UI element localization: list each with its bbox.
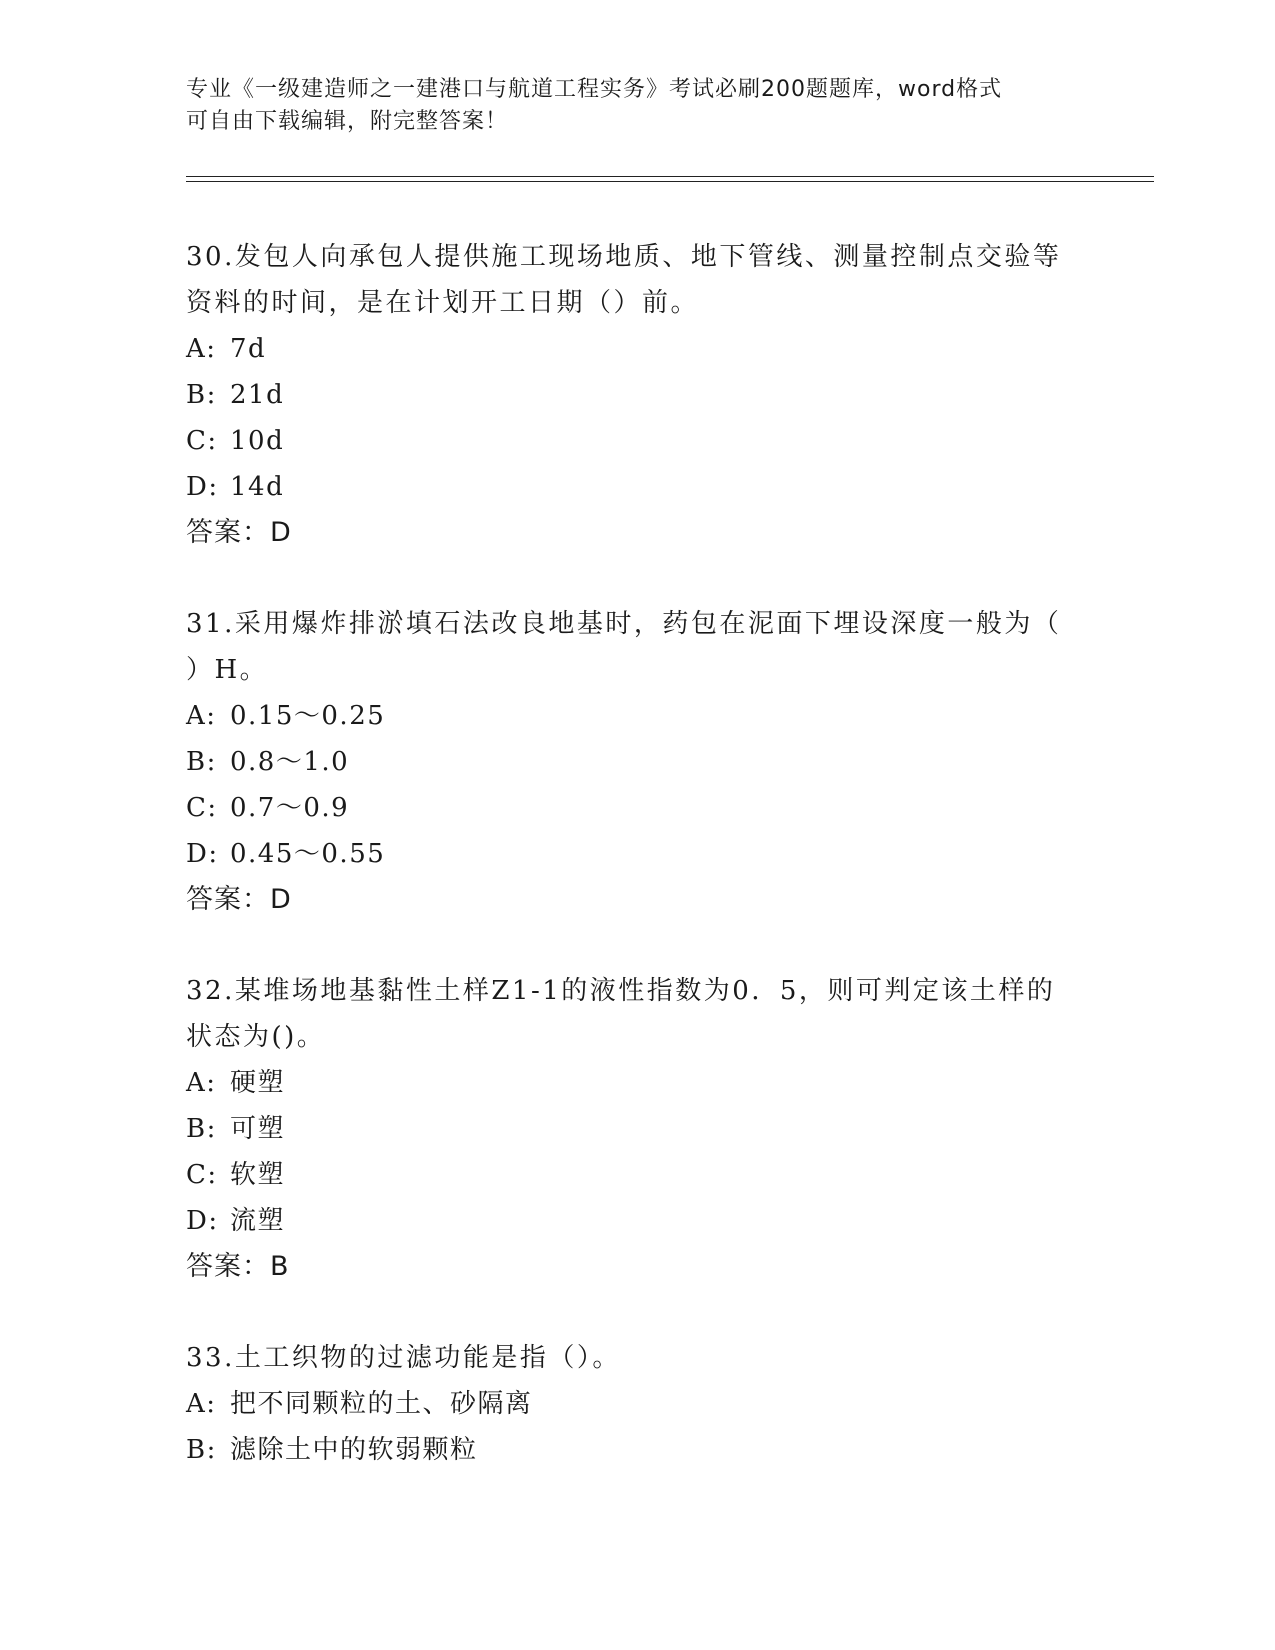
option-key: D: (186, 472, 219, 502)
question-stem-line: 30.发包人向承包人提供施工现场地质、地下管线、测量控制点交验等 (186, 242, 1062, 272)
option-text: 0.7～0.9 (230, 793, 350, 823)
option-text: 0.8～1.0 (230, 747, 350, 777)
question-32 (186, 968, 1086, 1290)
option-text: 10d (230, 426, 285, 456)
option-key: A: (186, 701, 217, 731)
option-d (186, 831, 1086, 877)
option-a (186, 326, 1086, 372)
question-stem-line: 资料的时间，是在计划开工日期（）前。 (186, 288, 700, 318)
document-header (186, 74, 1086, 138)
option-b (186, 372, 1086, 418)
option-key: C: (186, 426, 218, 456)
header-line-1: 专业《一级建造师之一建港口与航道工程实务》考试必刷200题题库，word格式 (186, 77, 1003, 102)
question-31 (186, 601, 1086, 923)
question-stem-line: 状态为()。 (186, 1022, 326, 1052)
option-c (186, 1152, 1086, 1198)
option-text: 21d (230, 380, 285, 410)
answer-line: 答案：D (186, 517, 292, 548)
question-stem-line: 32.某堆场地基黏性土样Z1-1的液性指数为0．5，则可判定该土样的 (186, 976, 1056, 1006)
option-key: C: (186, 1160, 218, 1190)
header-divider-top (186, 176, 1154, 177)
question-stem-line: 33.土工织物的过滤功能是指（）。 (186, 1343, 621, 1373)
header-line-2: 可自由下载编辑，附完整答案！ (186, 109, 509, 134)
option-text: 流塑 (230, 1206, 286, 1236)
option-b (186, 739, 1086, 785)
option-key: C: (186, 793, 218, 823)
question-stem-line: ）H。 (186, 655, 269, 685)
option-d (186, 1198, 1086, 1244)
option-text: 0.15～0.25 (230, 701, 386, 731)
option-key: A: (186, 1068, 217, 1098)
answer-line: 答案：B (186, 1251, 290, 1282)
question-list (186, 234, 1086, 1518)
question-stem-line: 31.采用爆炸排淤填石法改良地基时，药包在泥面下埋设深度一般为（ (186, 609, 1062, 639)
question-33 (186, 1335, 1086, 1473)
option-text: 可塑 (230, 1114, 286, 1144)
question-stem (186, 1335, 1086, 1381)
option-text: 7d (230, 334, 267, 364)
option-key: B: (186, 380, 217, 410)
option-text: 把不同颗粒的土、砂隔离 (230, 1389, 533, 1419)
option-b (186, 1427, 1086, 1473)
option-key: B: (186, 747, 217, 777)
option-key: B: (186, 1435, 217, 1465)
option-key: D: (186, 1206, 219, 1236)
option-key: D: (186, 839, 219, 869)
option-text: 硬塑 (230, 1068, 286, 1098)
option-text: 0.45～0.55 (230, 839, 386, 869)
option-a (186, 1381, 1086, 1427)
option-text: 软塑 (230, 1160, 286, 1190)
option-key: B: (186, 1114, 217, 1144)
option-c (186, 785, 1086, 831)
option-key: A: (186, 334, 217, 364)
option-d (186, 464, 1086, 510)
question-30 (186, 234, 1086, 556)
option-text: 14d (230, 472, 285, 502)
option-b (186, 1106, 1086, 1152)
answer-line: 答案：D (186, 884, 292, 915)
question-stem (186, 968, 1086, 1060)
question-stem (186, 601, 1086, 693)
header-divider-bottom (186, 181, 1154, 182)
option-a (186, 1060, 1086, 1106)
option-key: A: (186, 1389, 217, 1419)
option-text: 滤除土中的软弱颗粒 (230, 1435, 478, 1465)
option-c (186, 418, 1086, 464)
option-a (186, 693, 1086, 739)
question-stem (186, 234, 1086, 326)
